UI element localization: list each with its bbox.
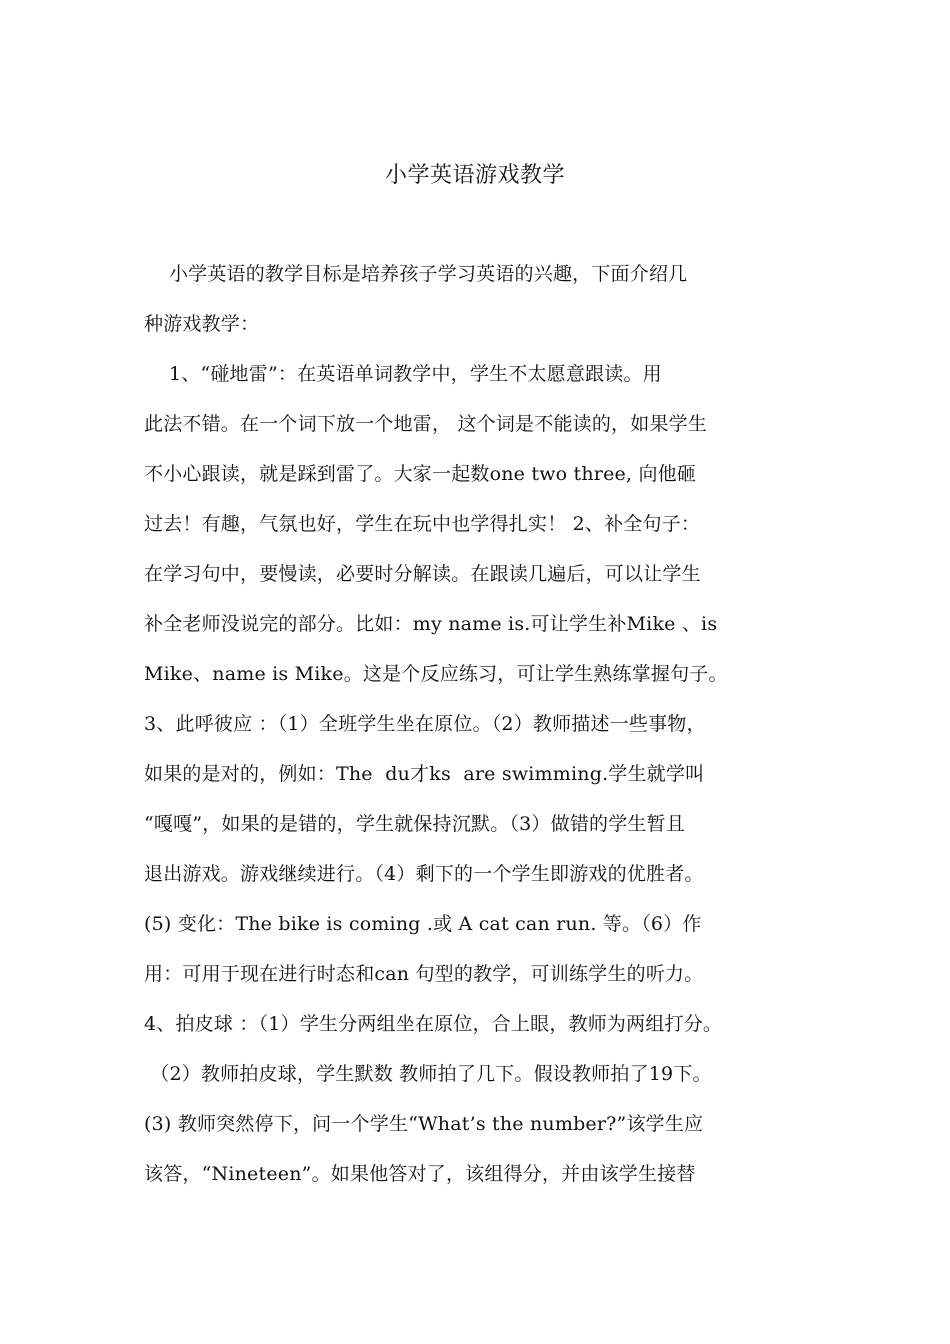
paragraph-line: 该答，“Nineteen”。如果他答对了，该组得分，并由该学生接替	[144, 1163, 696, 1185]
paragraph-line: 过去！有趣，气氛也好，学生在玩中也学得扎实！ 2、补全句子：	[144, 513, 701, 535]
paragraph-line: 1、“碰地雷”：在英语单词教学中，学生不太愿意跟读。用	[144, 363, 662, 385]
paragraph-line: (3) 教师突然停下，问一个学生“What’s the number?”该学生应	[144, 1113, 704, 1135]
paragraph-line: 4、拍皮球 ：（1）学生分两组坐在原位，合上眼，教师为两组打分。	[144, 1013, 723, 1035]
paragraph-line: 如果的是对的，例如：The du才ks are swimming.学生就学叫	[144, 763, 705, 785]
paragraph-line: 种游戏教学：	[144, 313, 260, 335]
paragraph-line: 小学英语的教学目标是培养孩子学习英语的兴趣，下面介绍几	[144, 263, 688, 285]
paragraph-line: 补全老师没说完的部分。比如：my name is.可让学生补Mike 、is	[144, 613, 718, 635]
paragraph-line: 此法不错。在一个词下放一个地雷， 这个词是不能读的，如果学生	[144, 413, 708, 435]
paragraph-line: 在学习句中，要慢读，必要时分解读。在跟读几遍后，可以让学生	[144, 563, 701, 585]
paragraph-line: Mike、name is Mike。这是个反应练习，可让学生熟练掌握句子。	[144, 663, 728, 685]
paragraph-line: （2）教师拍皮球，学生默数 教师拍了几下。假设教师拍了19下。	[144, 1063, 712, 1085]
paragraph-line: (5) 变化：The bike is coming .或 A cat can run. 等。（6）作	[144, 913, 702, 935]
paragraph-line: 3、此呼彼应 ：（1）全班学生坐在原位。（2）教师描述一些事物，	[144, 713, 706, 735]
paragraph-line: 不小心跟读，就是踩到雷了。大家一起数one two three, 向他砸	[144, 463, 697, 485]
paragraph-line: “嘎嘎”，如果的是错的，学生就保持沉默。（3）做错的学生暂且	[144, 813, 686, 835]
document-title: 小学英语游戏教学	[384, 163, 565, 188]
paragraph-line: 用：可用于现在进行时态和can 句型的教学，可训练学生的听力。	[144, 963, 704, 985]
paragraph-line: 退出游戏。游戏继续进行。（4）剩下的一个学生即游戏的优胜者。	[144, 863, 704, 885]
